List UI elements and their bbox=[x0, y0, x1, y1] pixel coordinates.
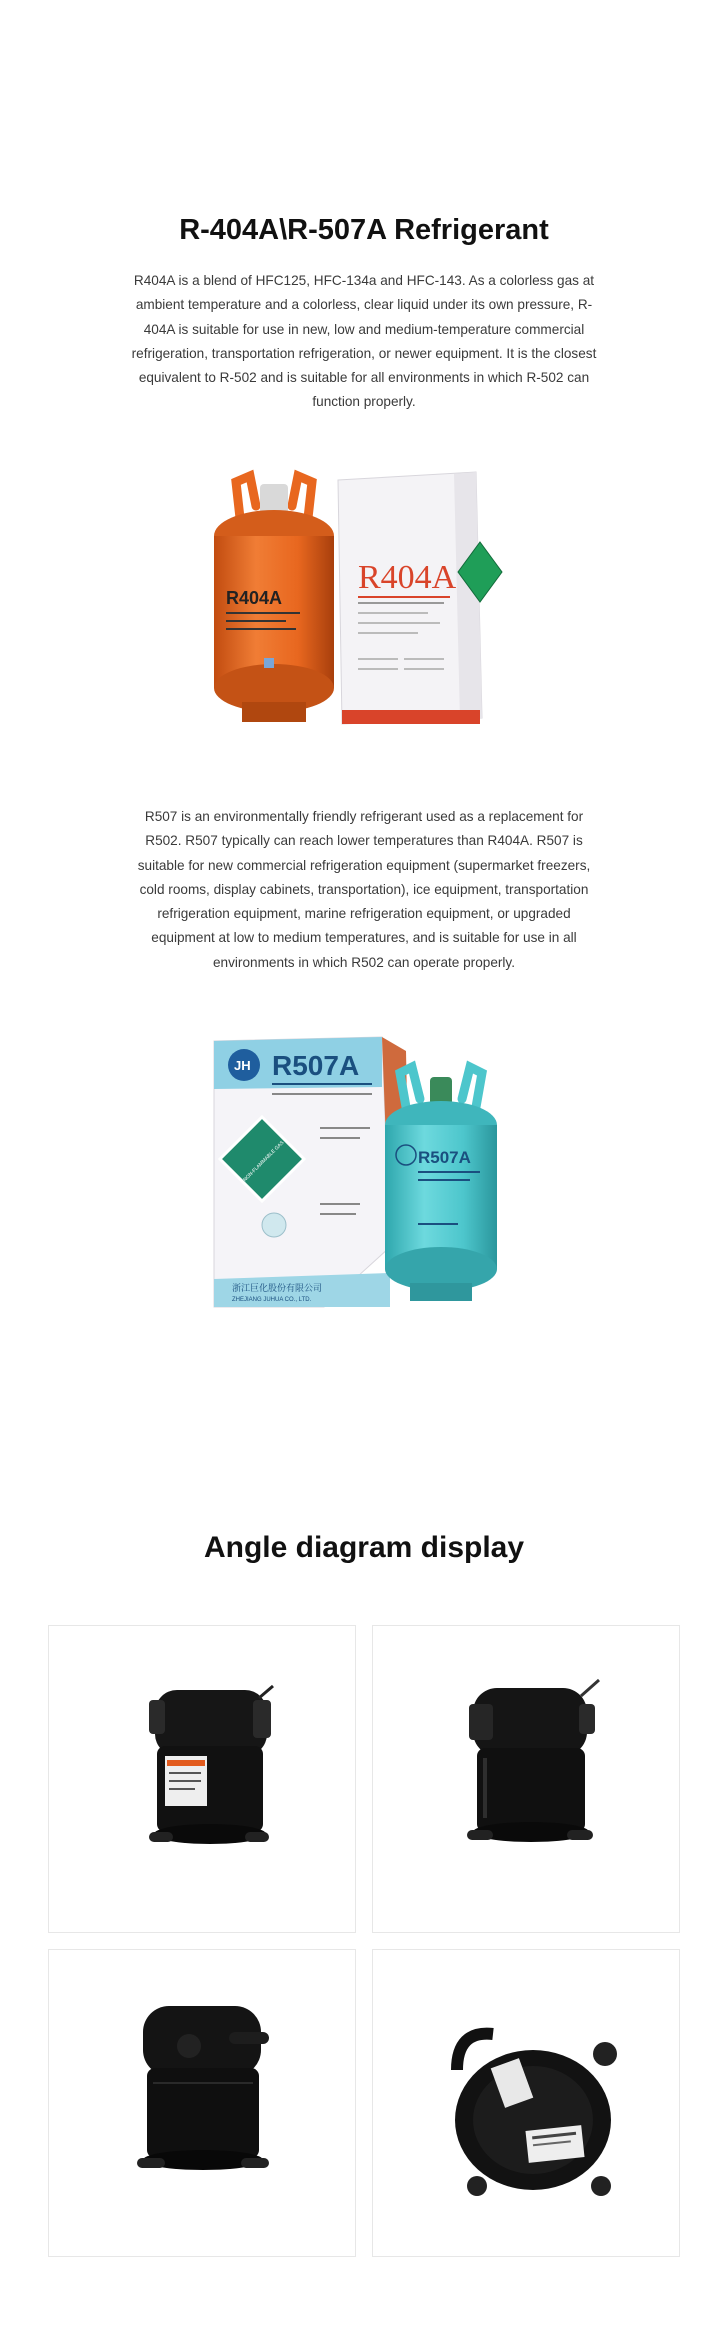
r507a-box-label: R507A bbox=[272, 1050, 360, 1081]
compressor-top-image bbox=[373, 1950, 681, 2258]
gallery-card-back[interactable] bbox=[48, 1949, 356, 2257]
gallery-card-side[interactable] bbox=[372, 1625, 680, 1933]
gallery-title: Angle diagram display bbox=[203, 1531, 525, 1564]
r507a-company-cn: 浙江巨化股份有限公司 bbox=[232, 1284, 323, 1294]
r507a-company-en: ZHEJIANG JUHUA CO., LTD. bbox=[232, 1297, 312, 1303]
compressor-back-image bbox=[49, 1950, 357, 2258]
r404a-box-label: R404A bbox=[358, 559, 457, 596]
r404a-product-image bbox=[198, 462, 534, 730]
page-title: R-404A\R-507A Refrigerant bbox=[179, 214, 549, 246]
gallery-card-top[interactable] bbox=[372, 1949, 680, 2257]
r507a-description: R507 is an environmentally friendly refrigerant used as a replacement for R502. R507 typically can reach lower temperatures than R404A. R507 is suitable for new commercial refrigeration equipment (supermarket freezers, cold rooms, display cabinets, transportation), ice equipment, transportation refrigeration equipment, marine refrigeration equipment, or upgraded equipment at low to medium temperatures, and is suitable for use in all environments in which R502 can operate properly. bbox=[137, 809, 591, 970]
r507a-cylinder-label: R507A bbox=[418, 1148, 471, 1167]
r507a-product-image bbox=[210, 1033, 520, 1315]
compressor-front-image bbox=[49, 1626, 357, 1934]
r404a-cylinder-label: R404A bbox=[226, 588, 283, 608]
r507a-brand-mark: JH bbox=[234, 1058, 251, 1073]
r507a-diamond-text: NON-FLAMMABLE GAS bbox=[242, 1139, 286, 1184]
r404a-description: R404A is a blend of HFC125, HFC-134a and HFC-143. As a colorless gas at ambient temperature and a colorless, clear liquid under its own pressure, R-404A is suitable for use in new, low and medium-temperature commercial refrigeration, transportation refrigeration, or newer equipment. It is the closest equivalent to R-502 and is suitable for all environments in which R-502 can function properly. bbox=[131, 273, 597, 410]
compressor-side-image bbox=[373, 1626, 681, 1934]
gallery-card-front[interactable] bbox=[48, 1625, 356, 1933]
